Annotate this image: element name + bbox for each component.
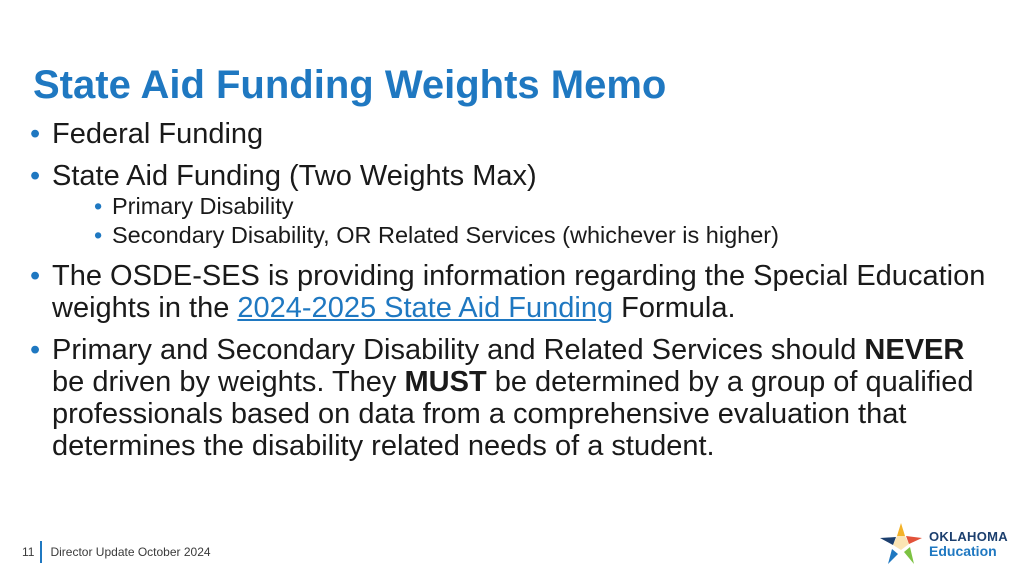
bullet-state-aid-funding — [30, 160, 990, 250]
bullet-primary-secondary — [30, 334, 990, 462]
bullet-dot-icon: • — [30, 118, 41, 150]
sub-bullet-dot-icon: • — [94, 193, 103, 219]
bullet-text-part: be driven by weights. They — [52, 366, 405, 398]
bullet-list — [30, 118, 990, 472]
logo-shape-red — [906, 536, 922, 544]
logo-shape-green — [904, 547, 914, 564]
bullet-dot-icon: • — [30, 334, 41, 366]
sub-bullet-secondary-disability — [94, 221, 990, 250]
state-aid-funding-link[interactable]: 2024-2025 State Aid Funding — [237, 292, 614, 324]
bullet-dot-icon: • — [30, 160, 41, 192]
footer — [22, 541, 211, 563]
slide-title: State Aid Funding Weights Memo — [33, 63, 667, 107]
footer-divider — [40, 541, 42, 563]
logo-word-oklahoma: OKLAHOMA — [929, 529, 1008, 544]
bullet-text-part: Formula. — [613, 292, 736, 324]
bullet-text-part: Primary and Secondary Disability and Related Services should — [52, 334, 865, 366]
footer-text: Director Update October 2024 — [50, 545, 211, 559]
bullet-text-part: The OSDE-SES is providing information regarding the Special Education weights in the — [52, 260, 986, 324]
logo-wordmark — [929, 529, 1008, 559]
logo-word-education: Education — [929, 543, 997, 559]
logo-shape-blue — [888, 549, 898, 564]
bullet-text-part: be determined by a group of qualified professionals based on data from a comprehensive evaluation that determines the disability related needs of a student. — [52, 366, 974, 462]
sub-bullet-list — [52, 192, 990, 250]
bullet-osde-ses — [30, 260, 990, 324]
oklahoma-education-logo — [878, 521, 1008, 567]
bullet-federal-funding — [30, 118, 990, 150]
sub-bullet-text: Secondary Disability, OR Related Services (whichever is higher) — [112, 222, 779, 248]
sub-bullet-text: Primary Disability — [112, 193, 294, 219]
sub-bullet-dot-icon: • — [94, 222, 103, 248]
emphasis-must: MUST — [404, 366, 487, 398]
bullet-text: State Aid Funding (Two Weights Max) — [52, 160, 537, 192]
sub-bullet-primary-disability — [94, 192, 990, 221]
bullet-text: Federal Funding — [52, 118, 264, 150]
page-number: 11 — [22, 545, 35, 559]
bullet-dot-icon: • — [30, 260, 41, 292]
logo-shape-yellow — [897, 523, 905, 536]
star-logo-icon — [878, 521, 924, 567]
emphasis-never: NEVER — [864, 334, 965, 366]
